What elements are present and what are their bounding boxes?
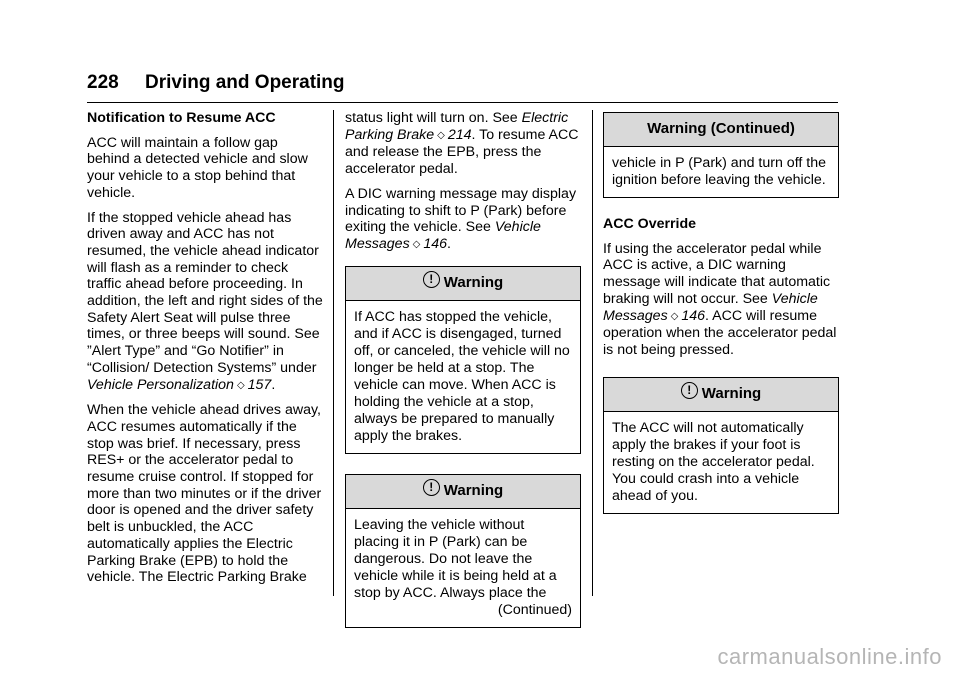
watermark: carmanualsonline.info — [717, 644, 942, 669]
section-title: Driving and Operating — [145, 72, 345, 93]
page-ref-arrow-icon: ◇ — [437, 129, 445, 141]
warning-circle-icon: ! — [681, 382, 698, 399]
paragraph: When the vehicle ahead drives away, ACC resumes automatically if the stop was brief. If necessary, press RES+ or the accelerator pedal to resume cruise control. If stopped for more than two minutes or if the driver door is opened and the driver safety belt is unbuckled, the ACC automatically applies the Electric Parking Brake (EPB) to hold the vehicle. The Electric Parking Brake — [87, 402, 322, 586]
column-1 — [87, 110, 323, 594]
warning-box — [345, 266, 581, 454]
page-ref-arrow-icon: ◇ — [670, 310, 679, 322]
heading-notification-resume: Notification to Resume ACC — [87, 110, 276, 126]
column-divider — [592, 110, 593, 596]
paragraph: ACC will maintain a follow gap behind a detected vehicle and slow your vehicle to a stop behind that vehicle. — [87, 134, 308, 201]
paragraph: status light will turn on. See Electric Parking Brake ◇ 214. To resume ACC and release the EPB, press the accelerator pedal. — [345, 110, 579, 178]
link-vehicle-messages[interactable]: Vehicle Messages ◇ 146 — [345, 219, 541, 252]
column-3 — [603, 110, 839, 528]
warning-text: Leaving the vehicle without placing it in P (Park) can be dangerous. Do not leave the vehicle while it is being held at a stop by ACC. Always place the — [354, 516, 557, 601]
paragraph: A DIC warning message may display indicating to shift to P (Park) before exiting the vehicle. See Vehicle Messages ◇ 146. — [345, 185, 577, 252]
warning-box-continued — [603, 112, 839, 198]
page-number: 228 — [87, 72, 119, 93]
continued-label: (Continued) — [497, 601, 572, 618]
warning-circle-icon: ! — [423, 479, 440, 496]
page-header — [87, 72, 838, 103]
warning-header: Warning (Continued) — [604, 113, 838, 147]
paragraph: If using the accelerator pedal while ACC is active, a DIC warning message will indicate that automatic braking will not occur. See Vehicle Messages ◇ 146. ACC will resume operation when the accelerator pedal is not being pressed. — [603, 240, 837, 358]
warning-circle-icon: ! — [423, 271, 440, 288]
warning-text: The ACC will not automatically apply the brakes if your foot is resting on the accelerator pedal. You could crash into a vehicle ahead of you. — [612, 419, 815, 504]
warning-text: vehicle in P (Park) and turn off the ignition before leaving the vehicle. — [612, 155, 826, 188]
column-2 — [345, 110, 581, 642]
heading-acc-override: ACC Override — [603, 216, 697, 232]
warning-box — [345, 474, 581, 628]
paragraph: If the stopped vehicle ahead has driven away and ACC has not resumed, the vehicle ahead indicator will flash as a reminder to check traffic ahead before proceeding. In addition, the left and right sides of the Safety Alert Seat will pulse three times, or three beeps will sound. See ”Alert Type” and “Go Notifier” in “Collision/ Detection Systems” under Vehicle Personalization ◇ 157. — [87, 209, 323, 393]
link-vehicle-messages[interactable]: Vehicle Messages ◇ 146 — [603, 290, 818, 324]
warning-header: ! Warning — [346, 267, 580, 301]
link-electric-parking-brake[interactable]: Electric Parking Brake ◇ 214 — [345, 110, 569, 143]
page-ref-arrow-icon: ◇ — [412, 238, 421, 250]
warning-text: If ACC has stopped the vehicle, and if ACC is disengaged, turned off, or canceled, the vehicle will no longer be held at a stop. The vehicle can move. When ACC is holding the vehicle at a stop, always be prepared to manually apply the brakes. — [354, 308, 570, 444]
column-divider — [333, 110, 334, 596]
warning-header: ! Warning — [604, 378, 838, 412]
warning-box — [603, 377, 839, 514]
warning-header: ! Warning — [346, 475, 580, 509]
link-vehicle-personalization[interactable]: Vehicle Personalization ◇ 157 — [87, 376, 272, 393]
page-ref-arrow-icon: ◇ — [236, 379, 245, 391]
